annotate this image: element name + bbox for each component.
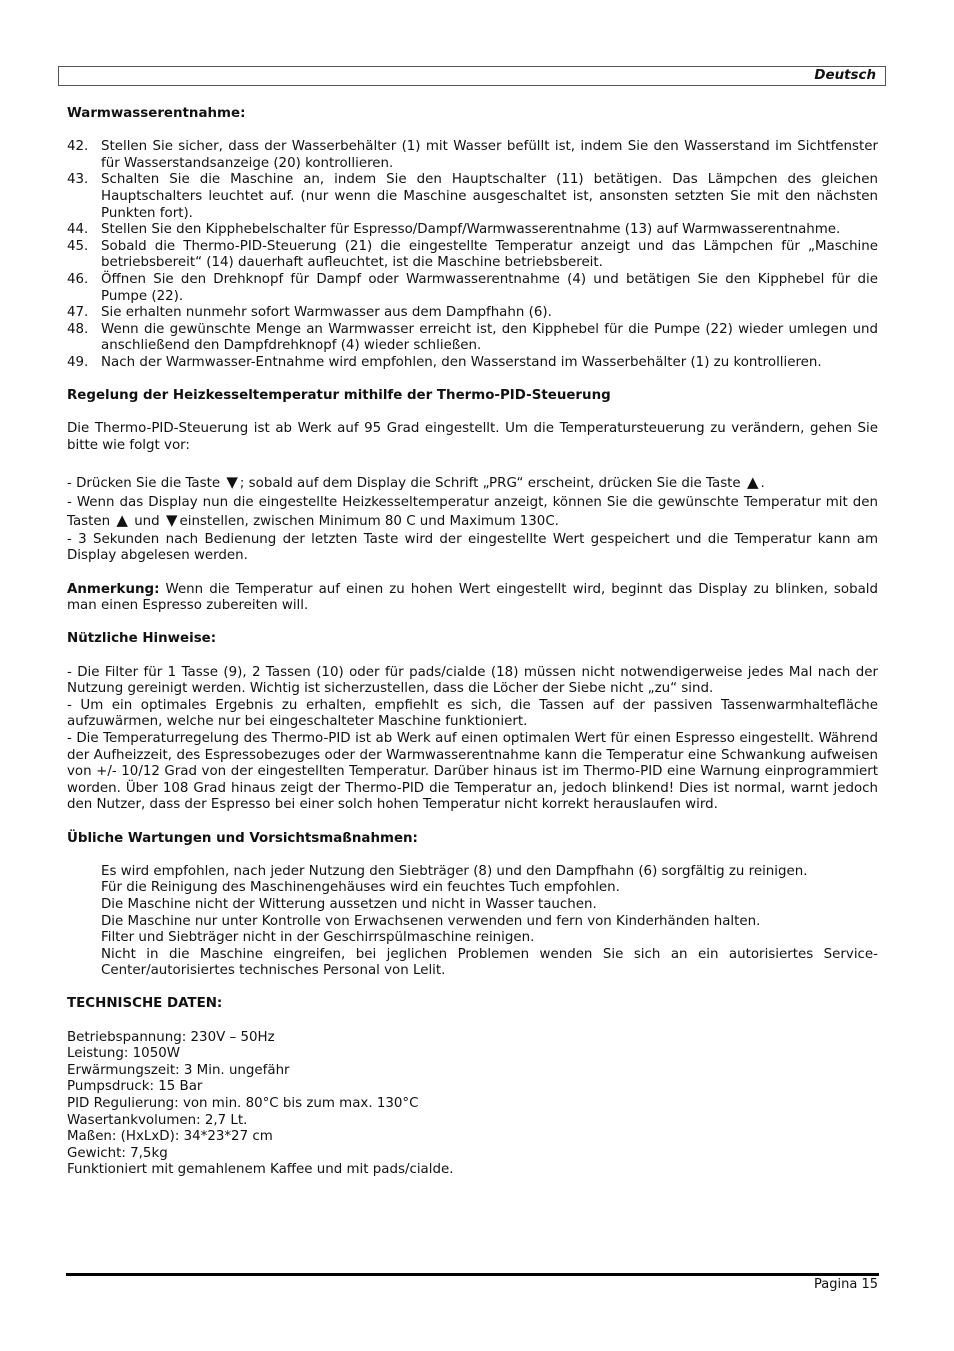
pid-note: Anmerkung: Wenn die Temperatur auf einen zu hohen Wert eingestellt wird, beginnt das Display zu blinken, sobald man einen Espresso zubereiten will. xyxy=(67,581,878,614)
list-item: 47. Sie erhalten nunmehr sofort Warmwasser aus dem Dampfhahn (6). xyxy=(67,305,552,321)
pid-step-1: - Drücken Sie die Taste ▼ ; sobald auf dem Display die Schrift „PRG“ erscheint, drücken Sie die Taste ▲ . xyxy=(67,473,765,492)
spec-list xyxy=(67,1030,878,1179)
spec-item: Pumpsdruck: 15 Bar xyxy=(67,1079,203,1095)
hint-item: - Die Filter für 1 Tasse (9), 2 Tassen (10) oder für pads/cialde (18) müssen nicht notwendigerweise jedes Mal nach der Nutzung gereinigt werden. Wichtig ist sicherzustellen, dass die Löcher der Siebe nicht „zu“ sind. xyxy=(67,664,878,697)
pid-step-3: - 3 Sekunden nach Bedienung der letzten Taste wird der eingestellte Wert gespeichert und die Temperatur kann am Display abgelesen werden. xyxy=(67,531,878,564)
warmwater-steps xyxy=(67,139,878,371)
list-item: 46. Öffnen Sie den Drehknopf für Dampf oder Warmwasserentnahme (4) und betätigen Sie den Kipphebel für die Pumpe (22). xyxy=(67,271,878,304)
hint-item: - Um ein optimales Ergebnis zu erhalten, empfiehlt es sich, die Tassen auf der passiven Tassenwarmhaltefläche aufzuwärmen, welche nur bei eingeschalteter Maschine funktioniert. xyxy=(67,697,878,730)
spec-item: Maßen: (HxLxD): 34*23*27 cm xyxy=(67,1129,273,1145)
maintenance-list xyxy=(67,864,878,980)
arrow-up-icon: ▲ xyxy=(116,511,128,530)
section-title-pid: Regelung der Heizkesseltemperatur mithilfe der Thermo-PID-Steuerung xyxy=(67,388,611,404)
pid-step-2: - Wenn das Display nun die eingestellte Heizkesseltemperatur anzeigt, können Sie die gewünschte Temperatur mit den Tasten ▲ und ▼ einstellen, zwischen Minimum 80 C und Maximum 130C. xyxy=(67,494,878,530)
spec-item: Funktioniert mit gemahlenem Kaffee und mit pads/cialde. xyxy=(67,1162,454,1178)
list-item: 42. Stellen Sie sicher, dass der Wasserbehälter (1) mit Wasser befüllt ist, indem Sie den Wasserstand im Sichtfenster für Wasserstandsanzeige (20) kontrollieren. xyxy=(67,139,878,171)
list-item: Für die Reinigung des Maschinengehäuses wird ein feuchtes Tuch empfohlen. xyxy=(101,880,620,896)
section-title-warmwater: Warmwasserentnahme: xyxy=(67,106,246,121)
spec-item: Erwärmungszeit: 3 Min. ungefähr xyxy=(67,1062,290,1078)
list-item: Nicht in die Maschine eingreifen, bei jeglichen Problemen wenden Sie sich an ein autorisiertes Service-Center/autorisiertes technisches Personal von Lelit. xyxy=(101,946,878,979)
hint-item: - Die Temperaturregelung des Thermo-PID ist ab Werk auf einen optimalen Wert für einen Espresso eingestellt. Während der Aufheizzeit, des Espressobezuges oder der Warmwasserentnahme kann die Temperatur eine Schwankung aufweisen von +/- 10/12 Grad von der eingestellten Temperatur. Darüber hinaus ist im Thermo-PID eine Warnung einprogrammiert worden. Über 108 Grad hinaus zeigt der Thermo-PID die Temperatur an, jedoch blinkend! Dies ist normal, warnt jedoch den Nutzer, dass der Espresso bei einer solch hohen Temperatur nicht korrekt herauslaufen wird. xyxy=(67,730,878,813)
list-item: Filter und Siebträger nicht in der Geschirrspülmaschine reinigen. xyxy=(101,930,535,946)
spec-item: Wasertankvolumen: 2,7 Lt. xyxy=(67,1112,248,1128)
list-item: Es wird empfohlen, nach jeder Nutzung den Siebträger (8) und den Dampfhahn (6) sorgfältig zu reinigen. xyxy=(101,863,808,879)
footer-divider xyxy=(66,1273,879,1276)
page-content xyxy=(67,106,878,1179)
section-title-hints: Nützliche Hinweise: xyxy=(67,631,217,647)
section-title-specs: TECHNISCHE DATEN: xyxy=(67,996,223,1012)
pid-intro: Die Thermo-PID-Steuerung ist ab Werk auf 95 Grad eingestellt. Um die Temperatursteuerung zu verändern, gehen Sie bitte wie folgt vor: xyxy=(67,421,878,453)
list-item: Die Maschine nur unter Kontrolle von Erwachsenen verwenden und fern von Kinderhänden halten. xyxy=(101,913,761,929)
page-number: Pagina 15 xyxy=(814,1277,878,1292)
list-item: Die Maschine nicht der Witterung aussetzen und nicht in Wasser tauchen. xyxy=(101,896,597,912)
arrow-down-icon: ▼ xyxy=(226,473,238,492)
arrow-down-icon: ▼ xyxy=(165,511,178,530)
spec-item: Betriebspannung: 230V – 50Hz xyxy=(67,1029,275,1045)
list-item: 45. Sobald die Thermo-PID-Steuerung (21) die eingestellte Temperatur anzeigt und das Lämpchen für „Maschine betriebsbereit“ (14) dauerhaft aufleuchtet, ist die Maschine betriebsbereit. xyxy=(67,238,878,271)
language-label: Deutsch xyxy=(814,68,876,83)
list-item: 44. Stellen Sie den Kipphebelschalter für Espresso/Dampf/Warmwasserentnahme (13) auf Warmwasserentnahme. xyxy=(67,222,841,238)
page-header xyxy=(58,66,886,86)
spec-item: Gewicht: 7,5kg xyxy=(67,1145,168,1161)
spec-item: PID Regulierung: von min. 80°C bis zum max. 130°C xyxy=(67,1096,419,1112)
list-item: 48. Wenn die gewünschte Menge an Warmwasser erreicht ist, den Kipphebel für die Pumpe (22) wieder umlegen und anschließend den Dampfdrehknopf (4) wieder schließen. xyxy=(67,321,878,354)
section-title-maintenance: Übliche Wartungen und Vorsichtsmaßnahmen: xyxy=(67,830,418,846)
list-item: 43. Schalten Sie die Maschine an, indem Sie den Hauptschalter (11) betätigen. Das Lämpchen des gleichen Hauptschalters leuchtet auf. (nur wenn die Maschine ausgeschaltet ist, ansonsten setzten Sie mit den nächsten Punkten fort). xyxy=(67,172,878,221)
arrow-up-icon: ▲ xyxy=(746,473,759,492)
list-item: 49. Nach der Warmwasser-Entnahme wird empfohlen, den Wasserstand im Wasserbehälter (1) zu kontrollieren. xyxy=(67,354,822,370)
spec-item: Leistung: 1050W xyxy=(67,1046,180,1062)
